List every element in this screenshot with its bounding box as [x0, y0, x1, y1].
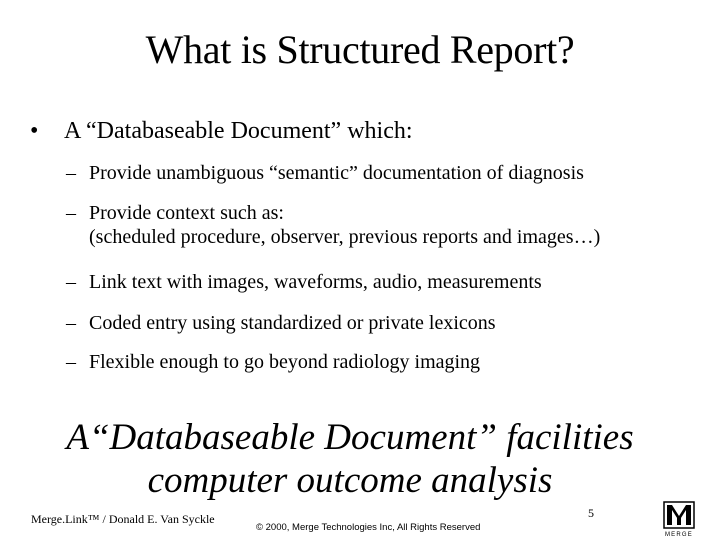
- footer-copyright: © 2000, Merge Technologies Inc, All Rights Reserved: [256, 522, 481, 533]
- svg-text:MERGE: MERGE: [664, 532, 694, 538]
- sub-item: [66, 350, 480, 374]
- sub-item-marker: –: [66, 312, 76, 334]
- bullet-marker: •: [30, 118, 39, 144]
- page-number: 5: [588, 506, 594, 520]
- callout: [0, 416, 700, 502]
- sub-item-continuation: (scheduled procedure, observer, previous reports and images…): [89, 226, 601, 248]
- sub-item: [66, 270, 542, 294]
- callout-line-2: computer outcome analysis: [147, 460, 553, 501]
- sub-item-text: Provide unambiguous “semantic” documentation of diagnosis: [89, 162, 584, 184]
- callout-line-1: A“Databaseable Document” facilities: [66, 417, 634, 458]
- sub-item-text: Provide context such as:: [89, 202, 284, 224]
- sub-item: [66, 311, 496, 335]
- sub-item-text: Coded entry using standardized or private lexicons: [89, 312, 496, 334]
- merge-m-logo-icon: [662, 500, 696, 538]
- sub-item-marker: –: [66, 351, 76, 373]
- slide-title: What is Structured Report?: [145, 27, 575, 72]
- sub-item-text: Flexible enough to go beyond radiology imaging: [89, 351, 481, 373]
- sub-item-marker: –: [66, 271, 76, 293]
- main-bullet: [30, 116, 413, 146]
- sub-item: [66, 161, 584, 185]
- sub-item-marker: –: [66, 162, 76, 184]
- sub-item-marker: –: [66, 202, 76, 224]
- main-bullet-text: A “Databaseable Document” which:: [64, 118, 413, 144]
- sub-item-text: Link text with images, waveforms, audio, measurements: [89, 271, 542, 293]
- sub-item: [66, 201, 600, 249]
- footer-author: Merge.Link™ / Donald E. Van Syckle: [31, 512, 215, 526]
